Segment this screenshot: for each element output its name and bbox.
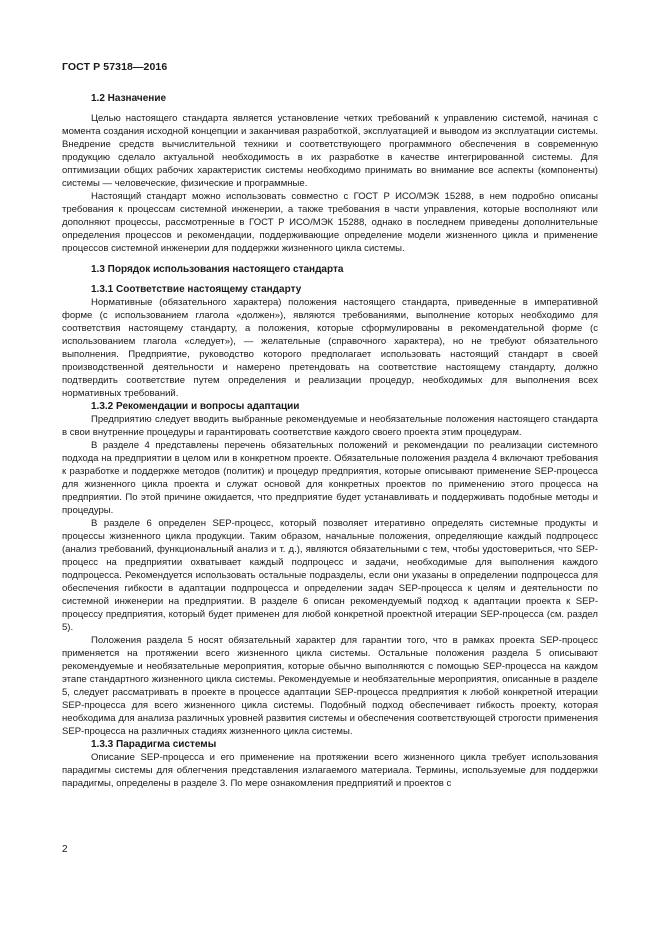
paragraph-1-3-2-intro: Предприятию следует вводить выбранные рекомендуемые и необязательные положения настоящего стандарта в свои внутренние процедуры и гарантировать соответствие каждого своего проекта этим процедурам.: [62, 414, 598, 438]
paragraph-1-2-purpose: Целью настоящего стандарта является установление четких требований к управлению системой, начиная с момента создания исходной концепции и заканчивая разработкой, эксплуатацией и выводом из эксплуатации системы. Внедрение средств вычислительной техники и соответствующего программного обеспечения в современную продукцию сделало актуальной необходимость в их разработке в качестве интегрированной системы. Для оптимизации общих рабочих характеристик системы необходимо принимать во внимание все аспекты (компоненты) системы — человеческие, физические и программные.: [62, 113, 598, 189]
document-body: [62, 92, 598, 790]
paragraph-1-3-1-conformance: Нормативные (обязательного характера) положения настоящего стандарта, приведенные в императивной форме (с использованием глагола «должен»), являются требованиями, выполнение которых необходимо для соответствия настоящему стандарту, а положения, которые сформулированы в рекомендательной форме (с использованием глагола «следует»), — желательные (справочного характера), но не требуют обязательного выполнения. Предприятие, руководство которого предполагает использовать настоящий стандарт в своей производственной деятельности и намерено претендовать на соответствие настоящему стандарту, должно подтвердить соответствие путем определения и реализации процедур, необходимых для выполнения всех нормативных требований.: [62, 297, 598, 399]
subsection-heading-1-3-2: 1.3.2 Рекомендации и вопросы адаптации: [91, 401, 300, 412]
document-code-header: ГОСТ Р 57318—2016: [62, 61, 168, 73]
paragraph-1-2-usage: Настоящий стандарт можно использовать совместно с ГОСТ Р ИСО/МЭК 15288, в нем подробно описаны требования к процессам системной инженерии, а также требования в части управления, которые восполняют или дополняют процессы, рассмотренные в ГОСТ Р ИСО/МЭК 15288, однако в последнем приведены дополнительные определения процессов и рекомендации, поддерживающие определение модели жизненного цикла и применение процессов системной инженерии для поддержки жизненного цикла системы.: [62, 191, 598, 254]
subsection-heading-1-3-3: 1.3.3 Парадигма системы: [91, 739, 217, 750]
subsection-heading-1-3-1: 1.3.1 Соответствие настоящему стандарту: [91, 284, 302, 295]
section-heading-1-2: 1.2 Назначение: [91, 93, 167, 104]
paragraph-1-3-3-paradigm: Описание SEP-процесса и его применение на протяжении всего жизненного цикла требует использования парадигмы системы для облегчения представления излагаемого материала. Термины, используемые для поддержки парадигмы, определены в разделе 3. По мере ознакомления предприятий и проектов с: [62, 752, 598, 789]
paragraph-1-3-2-section5: Положения раздела 5 носят обязательный характер для гарантии того, что в рамках проекта SEP-процесс применяется на протяжении всего жизненного цикла системы. Остальные положения раздела 5 описывают рекомендуемые и необязательные мероприятия, которые обычно выполняются с помощью SEP-процесса на каждом этапе стандартного жизненного цикла системы. Рекомендуемые и необязательные мероприятия, описанные в разделе 5, следует рассматривать в проекте в процессе адаптации SEP-процесса предприятия к любой конкретной итерации SEP-процесса для всего жизненного цикла системы. Подобный подход обеспечивает гибкость проекту, которая необходима для анализа различных уровней развития системы и обеспечения соответствующей строгости применения SEP-процесса на различных стадиях жизненного цикла системы.: [62, 635, 598, 737]
paragraph-1-3-2-section6: В разделе 6 определен SEP-процесс, который позволяет итеративно определять системные продукты и процессы жизненного цикла продукции. Таким образом, начальные положения, определяющие каждый подпроцесс (анализ требований, функциональный анализ и т. д.), являются обязательными с тем, чтобы удостовериться, что SEP-процесс на предприятии охватывает каждый подпроцесс и задачи, необходимые для выполнения каждого подпроцесса. Рекомендуется использовать остальные подразделы, если они указаны в определении подпроцесса для обеспечения гибкости в адаптации подпроцесса и определении задач SEP-процесса к целям и деятельности по системной инженерии на предприятии. В разделе 6 описан рекомендуемый подход к адаптации проекта к SEP-процессу предприятия, который будет применен для любой конкретной проектной итерации SEP-процесса (см. раздел 5).: [62, 518, 598, 633]
page-number: 2: [62, 844, 68, 855]
paragraph-1-3-2-section4: В разделе 4 представлены перечень обязательных положений и рекомендации по реализации системного подхода на предприятии в целом или в конкретном проекте. Обязательные положения раздела 4 включают требования к разработке и поддержке методов (политик) и процедур предприятия, которые описывают применение SEP-процесса для жизненного цикла проекта и служат основой для конкретных проектов по применению этого процесса на предприятии. По этой причине ожидается, что предприятие будет устанавливать и поддерживать подобные методы и процедуры.: [62, 440, 598, 516]
section-heading-1-3: 1.3 Порядок использования настоящего стандарта: [91, 264, 344, 275]
